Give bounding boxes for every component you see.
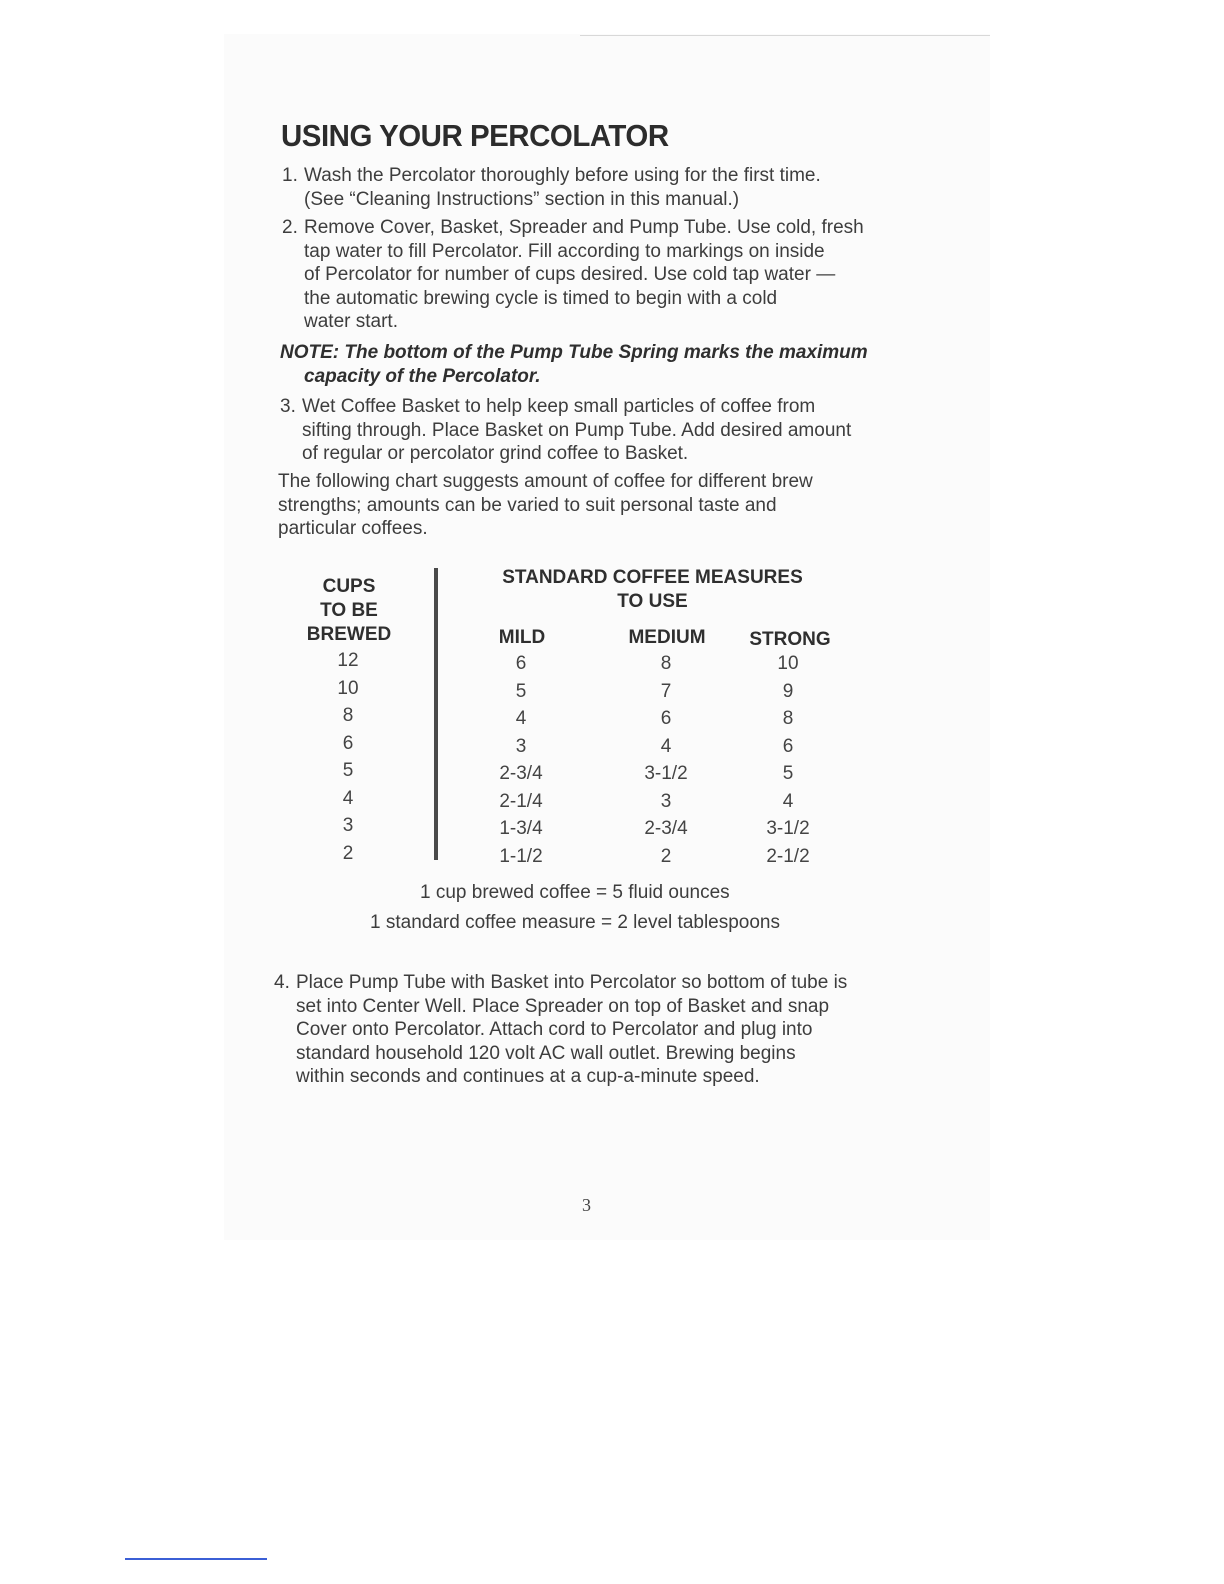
step-number: 4. bbox=[274, 972, 290, 993]
table-cell-cups: 5 bbox=[342, 760, 354, 781]
table-cell-strong: 10 bbox=[777, 653, 799, 674]
table-cell-mild: 5 bbox=[515, 680, 527, 702]
table-cell-medium: 8 bbox=[660, 653, 672, 674]
step-number: 1. bbox=[282, 165, 298, 186]
measures-header bbox=[480, 566, 825, 614]
page-number: 3 bbox=[582, 1195, 591, 1215]
table-cell-strong: 6 bbox=[782, 735, 794, 757]
cups-header-line: TO BE bbox=[320, 600, 378, 621]
footnote-cup: 1 cup brewed coffee = 5 fluid ounces bbox=[420, 882, 730, 903]
scan-edge-line bbox=[580, 35, 990, 36]
table-cell-medium: 2-3/4 bbox=[644, 818, 688, 839]
table-cell-strong: 3-1/2 bbox=[766, 818, 810, 839]
step-text: Remove Cover, Basket, Spreader and Pump Tube. Use cold, fresh tap water to fill Percolator. Fill according to markings on inside of Percolator for number of cups desired. Use cold tap water — the automatic brewing cycle is timed to begin with a cold water start. bbox=[304, 217, 864, 332]
column-header-medium: MEDIUM bbox=[628, 627, 706, 648]
table-cell-medium: 3-1/2 bbox=[644, 763, 688, 784]
step-number: 3. bbox=[280, 396, 296, 417]
table-cell-strong: 5 bbox=[782, 763, 794, 784]
table-cell-mild: 6 bbox=[515, 653, 527, 674]
table-cell-cups: 2 bbox=[342, 842, 354, 864]
measures-header-line: STANDARD COFFEE MEASURES bbox=[502, 567, 803, 588]
table-cell-medium: 6 bbox=[660, 708, 672, 729]
table-cell-cups: 8 bbox=[342, 705, 354, 726]
table-cell-mild: 1-1/2 bbox=[499, 845, 543, 867]
table-cell-mild: 1-3/4 bbox=[499, 818, 543, 839]
table-cell-cups: 10 bbox=[337, 677, 359, 699]
table-cell-cups: 4 bbox=[342, 787, 354, 809]
table-cell-strong: 2-1/2 bbox=[766, 845, 810, 867]
measures-header-line: TO USE bbox=[617, 591, 688, 612]
table-cell-medium: 4 bbox=[660, 735, 672, 757]
table-cell-medium: 2 bbox=[660, 845, 672, 867]
page-title: USING YOUR PERCOLATOR bbox=[281, 118, 669, 153]
step-4 bbox=[274, 971, 934, 1089]
step-1 bbox=[282, 164, 922, 211]
step-2 bbox=[282, 216, 922, 334]
note-line-2: capacity of the Percolator. bbox=[304, 366, 541, 387]
table-cell-medium: 7 bbox=[660, 680, 672, 702]
chart-intro bbox=[278, 470, 918, 541]
step-number: 2. bbox=[282, 217, 298, 238]
table-divider bbox=[434, 568, 438, 860]
intro-line-2: strengths; amounts can be varied to suit personal taste and bbox=[278, 494, 777, 516]
footnote-separator bbox=[125, 1558, 267, 1560]
intro-line-1: The following chart suggests amount of coffee for different brew bbox=[278, 471, 813, 492]
table-cell-strong: 8 bbox=[782, 708, 794, 729]
table-cell-strong: 4 bbox=[782, 790, 794, 812]
column-header-mild: MILD bbox=[498, 627, 546, 648]
table-cell-cups: 3 bbox=[342, 815, 354, 836]
column-header-strong: STRONG bbox=[749, 629, 831, 650]
table-cell-mild: 3 bbox=[515, 735, 527, 757]
footnote-measure: 1 standard coffee measure = 2 level tablespoons bbox=[370, 912, 781, 933]
step-3 bbox=[280, 395, 920, 466]
intro-line-3: particular coffees. bbox=[278, 518, 428, 539]
table-cell-mild: 4 bbox=[515, 708, 527, 729]
table-cell-cups: 6 bbox=[342, 732, 354, 754]
cups-header-line: CUPS bbox=[322, 576, 376, 597]
table-cell-strong: 9 bbox=[782, 680, 794, 702]
table-cell-mild: 2-3/4 bbox=[499, 763, 543, 784]
note bbox=[280, 341, 920, 389]
step-text: Wet Coffee Basket to help keep small particles of coffee from sifting through. Place Basket on Pump Tube. Add desired amount of regular or percolator grind coffee to Basket. bbox=[302, 396, 852, 464]
note-line-1: NOTE: The bottom of the Pump Tube Spring marks the maximum bbox=[280, 342, 868, 363]
table-cell-cups: 12 bbox=[337, 650, 359, 671]
cups-header bbox=[290, 575, 408, 647]
table-cell-medium: 3 bbox=[660, 790, 672, 812]
table-cell-mild: 2-1/4 bbox=[499, 790, 543, 812]
cups-header-line: BREWED bbox=[306, 624, 392, 645]
step-text: Wash the Percolator thoroughly before using for the first time. (See “Cleaning Instructions” section in this manual.) bbox=[304, 165, 821, 210]
step-text: Place Pump Tube with Basket into Percolator so bottom of tube is set into Center Well. Place Spreader on top of Basket and snap Cover onto Percolator. Attach cord to Percolator and plug into standard household 120 volt AC wall outlet. Brewing begins within seconds and continues at a cup-a-minute speed. bbox=[296, 972, 848, 1087]
